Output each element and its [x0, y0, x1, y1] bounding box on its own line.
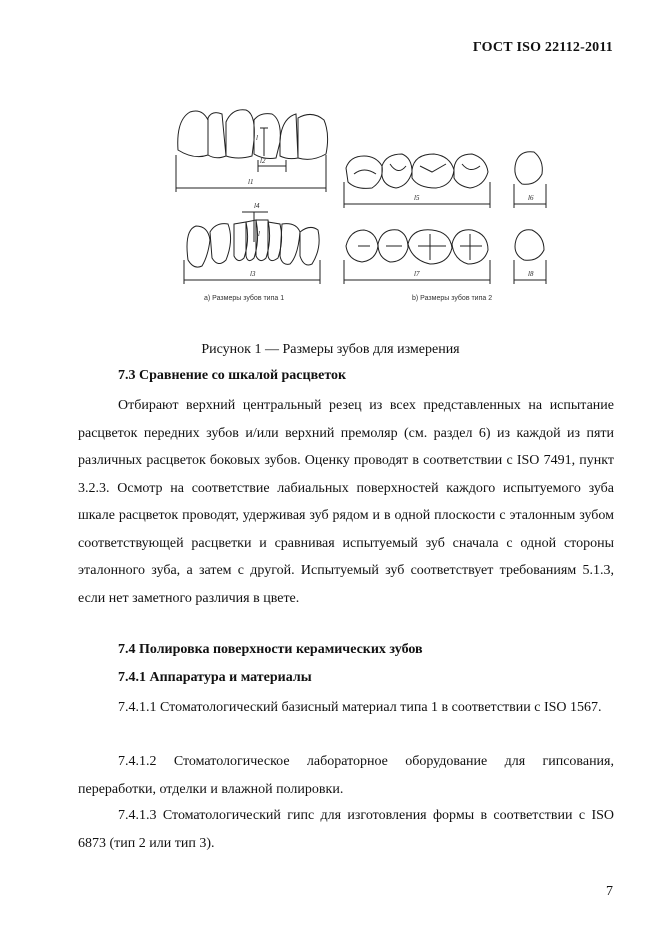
paragraph-7-4-1-3: [78, 802, 614, 857]
document-header: ГОСТ ISO 22112-2011: [472, 40, 613, 55]
svg-text:l6: l6: [528, 194, 534, 202]
anterior-lower-view: [184, 202, 320, 284]
paragraph-7-4-1-3-text: 7.4.1.3 Стоматологический гипс для изготовления формы в соответствии с ISO 6873 (тип 2 или тип 3).: [78, 808, 614, 851]
svg-text:l4: l4: [254, 202, 260, 210]
figure-caption: Рисунок 1 — Размеры зубов для измерения: [201, 342, 460, 357]
paragraph-7-4-1-1-text: 7.4.1.1 Стоматологический базисный материал типа 1 в соответствии с ISO 1567.: [118, 700, 602, 715]
section-7-4-heading: 7.4 Полировка поверхности керамических зубов: [118, 642, 423, 657]
paragraph-7-3: [78, 392, 614, 612]
figure-sublabel-b: b) Размеры зубов типа 2: [412, 295, 493, 302]
teeth-diagram: [150, 100, 534, 310]
svg-text:l: l: [258, 230, 260, 238]
svg-text:l8: l8: [528, 270, 534, 278]
paragraph-7-4-1-2: [78, 748, 614, 803]
paragraph-7-4-1-1: [78, 694, 614, 722]
paragraph-7-3-text: Отбирают верхний центральный резец из всех представленных на испытание расцветок передних зубов и/или верхний премоляр (см. раздел 6) из каждой из пяти различных расцветок боковых зубов. Оценку проводят в соответствии с ISO 7491, пункт 3.2.3. Осмотр на соответствие лабиальных поверхностей каждого испытуемого зуба шкале расцветок проводят, удерживая зуб рядом и в одной плоскости с эталонным зубом соответствующей расцветки и сравнивая испытуемый зуб сначала с одной стороны эталонного зуба, а затем с другой. Испытуемый зуб соответствует требованиям 5.1.3, если нет заметного различия в цвете.: [78, 398, 614, 606]
section-7-3-heading: 7.3 Сравнение со шкалой расцветок: [118, 368, 347, 383]
posterior-upper-view: [344, 152, 546, 208]
svg-text:l5: l5: [414, 194, 420, 202]
section-7-4-1-heading: 7.4.1 Аппаратура и материалы: [118, 670, 312, 685]
posterior-lower-view: [344, 230, 546, 284]
paragraph-7-4-1-2-text: 7.4.1.2 Стоматологическое лабораторное оборудование для гипсования, переработки, отделки и влажной полировки.: [78, 754, 614, 797]
svg-text:l3: l3: [250, 270, 256, 278]
svg-text:l1: l1: [248, 178, 254, 186]
svg-text:l: l: [256, 134, 258, 142]
anterior-upper-view: [176, 110, 328, 192]
teeth-figure: [150, 100, 534, 310]
svg-text:l2: l2: [260, 157, 266, 165]
svg-text:l7: l7: [414, 270, 420, 278]
figure-sublabel-a: а) Размеры зубов типа 1: [204, 295, 285, 302]
page-number: 7: [606, 884, 613, 899]
